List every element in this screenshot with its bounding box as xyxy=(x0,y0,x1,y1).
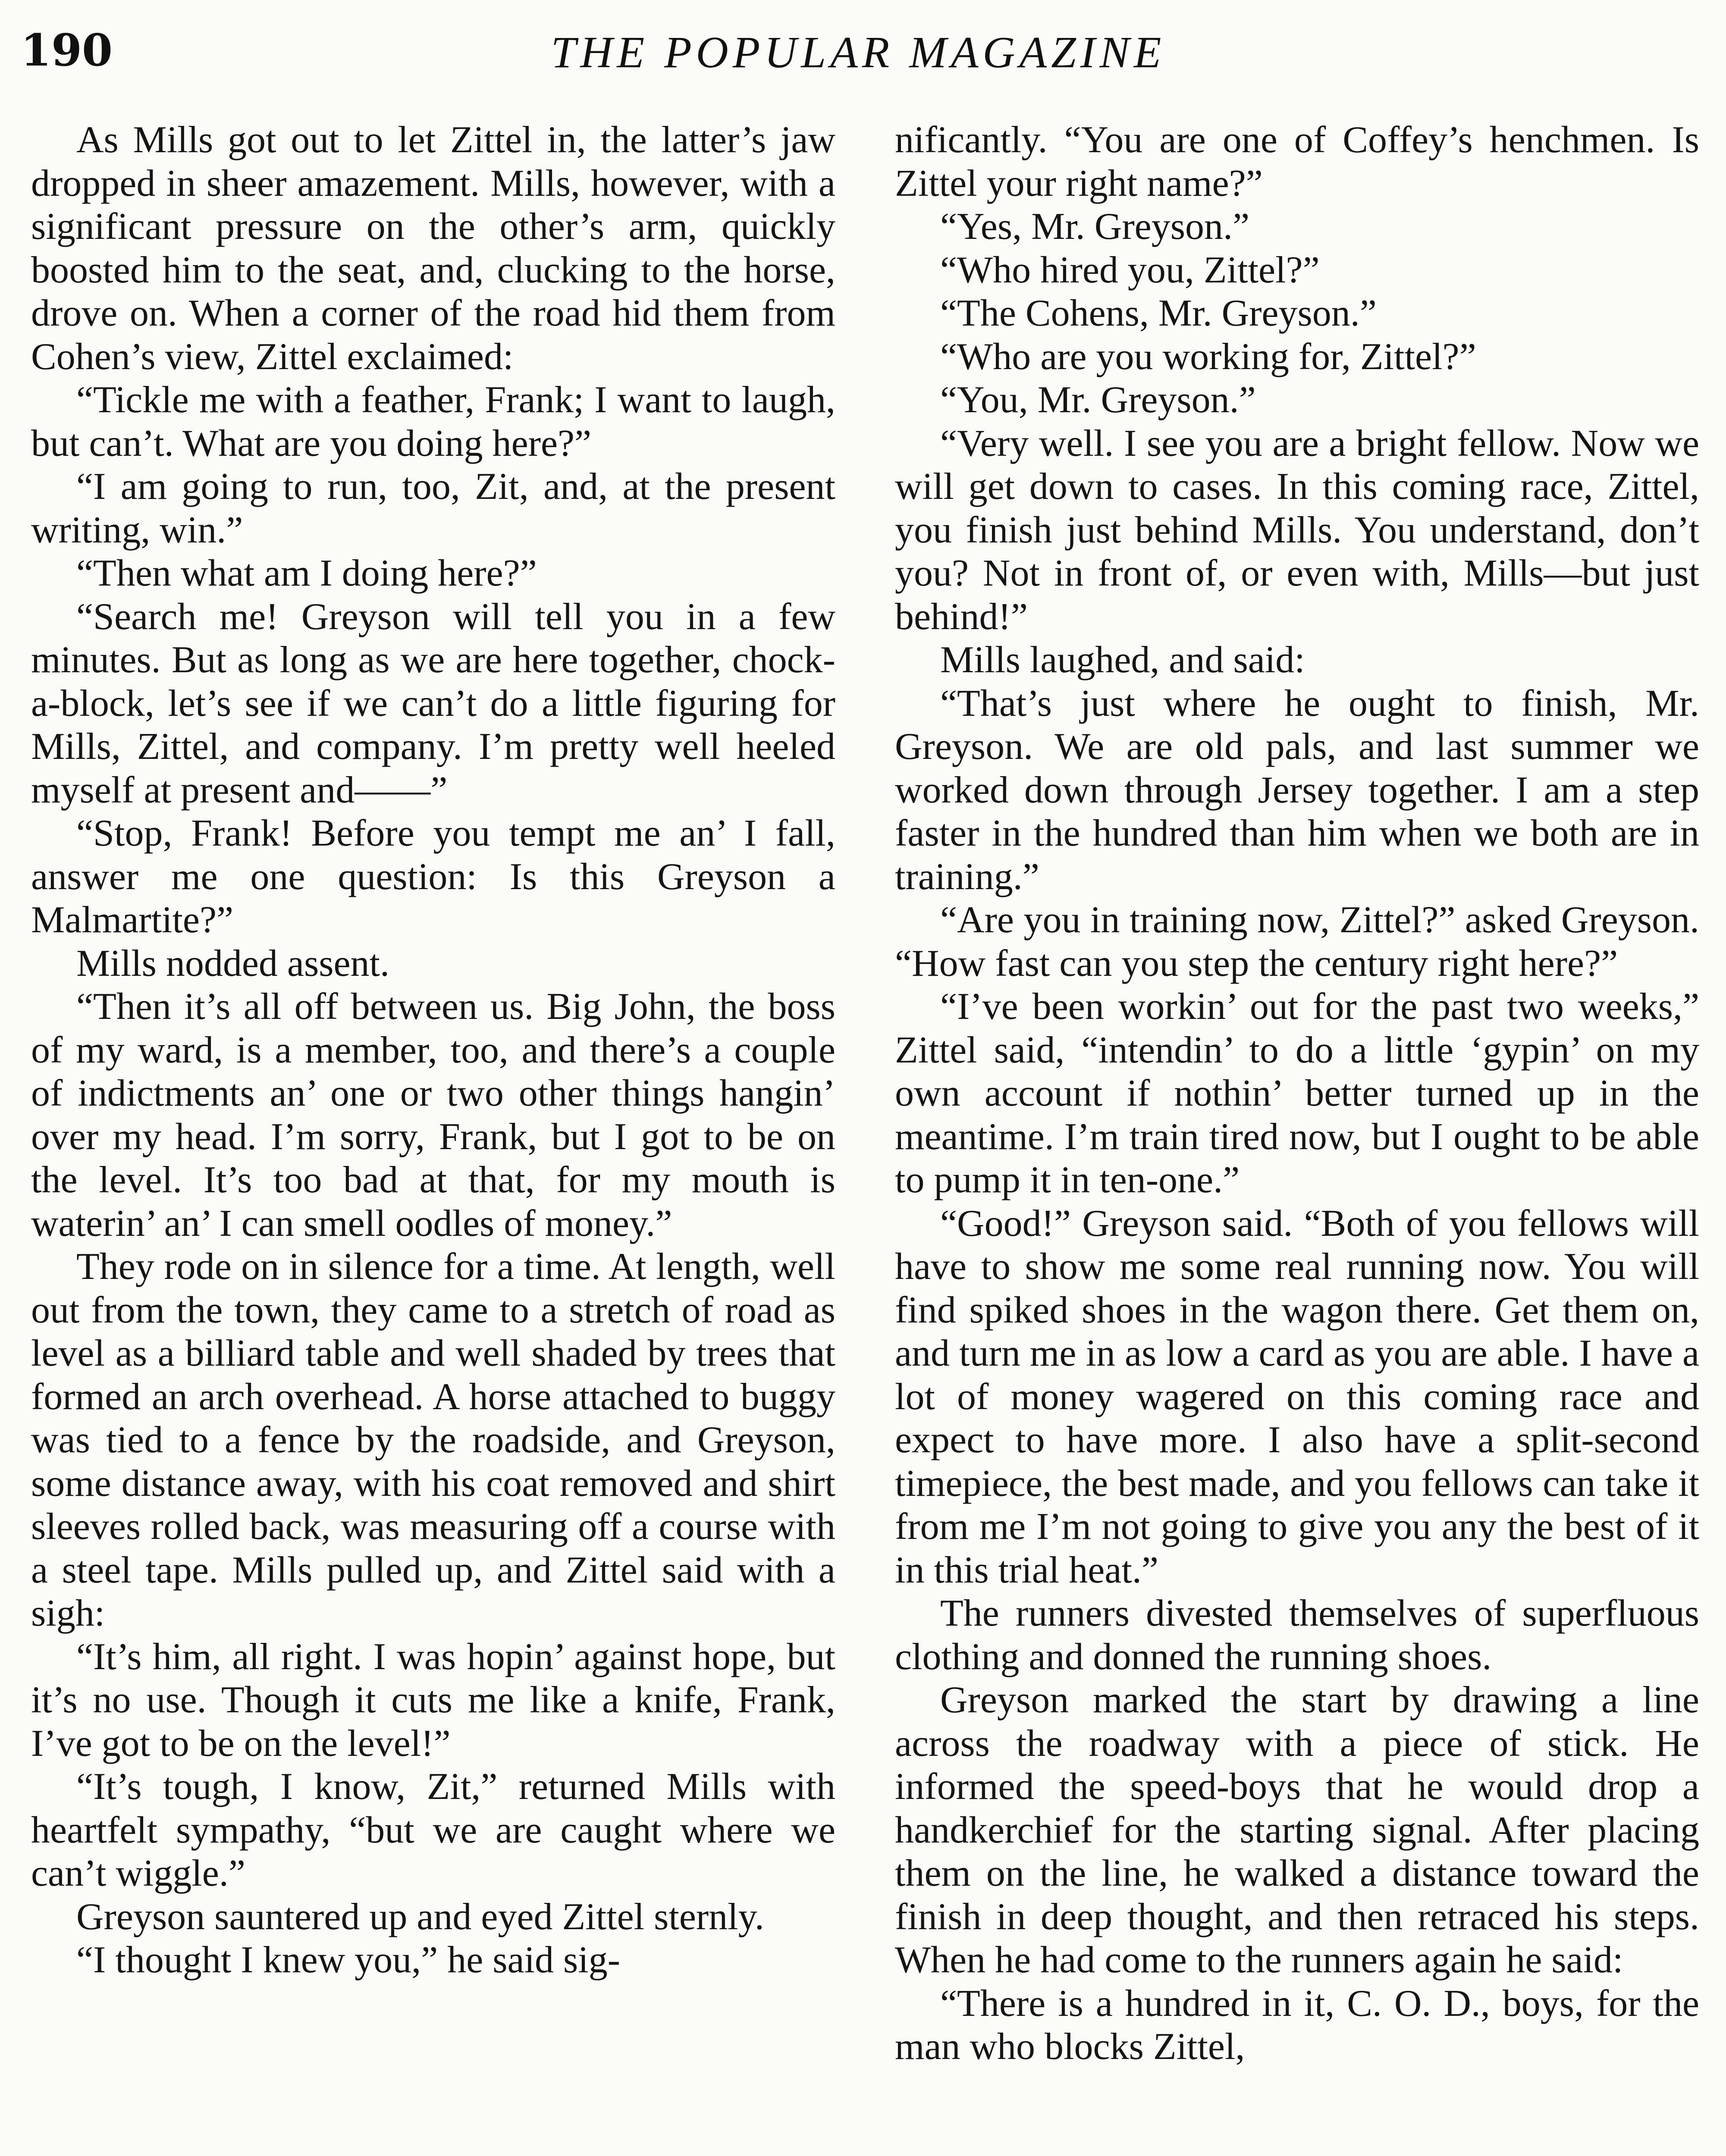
paragraph: Mills laughed, and said: xyxy=(940,639,1305,681)
paragraph: Greyson marked the start by drawing a line across the roadway with a piece of stick. He informed the speed-boys that he would drop a handkerchief for the starting signal. After placing them on the line, he walked a distance toward the finish in deep thought, and then retraced his steps. When he had come to the runners again he said: xyxy=(895,1679,1699,1981)
paragraph: “I am going to run, too, Zit, and, at the present writing, win.” xyxy=(31,466,835,551)
paragraph: “Who are you working for, Zittel?” xyxy=(940,335,1476,378)
paragraph: “That’s just where he ought to finish, Mr. Greyson. We are old pals, and last summer we worked down through Jersey together. I am a step faster in the hundred than him when we both are in training.” xyxy=(895,682,1699,898)
paragraph: “There is a hundred in it, C. O. D., boys, for the man who blocks Zittel, xyxy=(895,1982,1699,2068)
paragraph: “Stop, Frank! Before you tempt me an’ I fall, answer me one question: Is this Greyson a Malmartite?” xyxy=(31,812,835,941)
paragraph: They rode on in silence for a time. At length, well out from the town, they came to a stretch of road as level as a billiard table and well shaded by trees that formed an arch overhead. A horse attached to buggy was tied to a fence by the roadside, and Greyson, some distance away, with his coat removed and shirt sleeves rolled back, was measuring off a course with a steel tape. Mills pulled up, and Zittel said with a sigh: xyxy=(31,1246,835,1634)
paragraph: “I’ve been workin’ out for the past two weeks,” Zittel said, “intendin’ to do a little ‘gypin’ on my own account if nothin’ better turned up in the meantime. I’m train tired now, but I ought to be able to pump it in ten-one.” xyxy=(895,986,1699,1201)
paragraph: As Mills got out to let Zittel in, the latter’s jaw dropped in sheer amazement. Mills, however, with a significant pressure on the other’s arm, quickly boosted him to the seat, and, clucking to the horse, drove on. When a corner of the road hid them from Cohen’s view, Zittel exclaimed: xyxy=(31,119,835,378)
paragraph: “Yes, Mr. Greyson.” xyxy=(940,206,1250,248)
paragraph: “Then it’s all off between us. Big John, the boss of my ward, is a member, too, and there’s a couple of indictments an’ one or two other things hangin’ over my head. I’m sorry, Frank, but I got to be on the level. It’s too bad at that, for my mouth is waterin’ an’ I can smell oodles of money.” xyxy=(31,986,835,1244)
paragraph: “It’s him, all right. I was hopin’ against hope, but it’s no use. Though it cuts me like a knife, Frank, I’ve got to be on the level!” xyxy=(31,1636,835,1764)
paragraph: “Good!” Greyson said. “Both of you fellows will have to show me some real running now. You will find spiked shoes in the wagon there. Get them on, and turn me in as low a card as you are able. I have a lot of money wagered on this coming race and expect to have more. I also have a split-second timepiece, the best made, and you fellows can take it from me I’m not going to give you any the best of it in this trial heat.” xyxy=(895,1202,1699,1591)
paragraph: “Very well. I see you are a bright fellow. Now we will get down to cases. In this coming race, Zittel, you finish just behind Mills. You understand, don’t you? Not in front of, or even with, Mills—but just behind!” xyxy=(895,422,1699,638)
page-header xyxy=(17,27,1709,96)
paragraph: “It’s tough, I know, Zit,” returned Mills with heartfelt sympathy, “but we are caught where we can’t wiggle.” xyxy=(31,1766,835,1894)
left-column xyxy=(31,119,835,2156)
paragraph: “I thought I knew you,” he said sig- xyxy=(76,1939,621,1981)
paragraph: Mills nodded assent. xyxy=(76,942,389,984)
page-number: 190 xyxy=(21,25,113,76)
paragraph: “Search me! Greyson will tell you in a few minutes. But as long as we are here together, chock-a-block, let’s see if we can’t do a little figuring for Mills, Zittel, and company. I’m pretty well heeled myself at present and——” xyxy=(31,595,835,811)
right-column xyxy=(895,119,1699,2156)
paragraph: The runners divested themselves of superfluous clothing and donned the running shoes. xyxy=(895,1592,1699,1678)
paragraph: Greyson sauntered up and eyed Zittel sternly. xyxy=(76,1896,764,1938)
paragraph: “Are you in training now, Zittel?” asked Greyson. “How fast can you step the century right here?” xyxy=(895,899,1699,984)
paragraph: “Then what am I doing here?” xyxy=(76,552,537,594)
paragraph: “The Cohens, Mr. Greyson.” xyxy=(940,292,1377,334)
continued-paragraph: nificantly. “You are one of Coffey’s henchmen. Is Zittel your right name?” xyxy=(895,119,1699,204)
paragraph: “Tickle me with a feather, Frank; I want to laugh, but can’t. What are you doing here?” xyxy=(31,379,835,464)
paragraph: “Who hired you, Zittel?” xyxy=(940,249,1320,291)
running-title: THE POPULAR MAGAZINE xyxy=(551,28,1166,77)
paragraph: “You, Mr. Greyson.” xyxy=(940,379,1256,421)
